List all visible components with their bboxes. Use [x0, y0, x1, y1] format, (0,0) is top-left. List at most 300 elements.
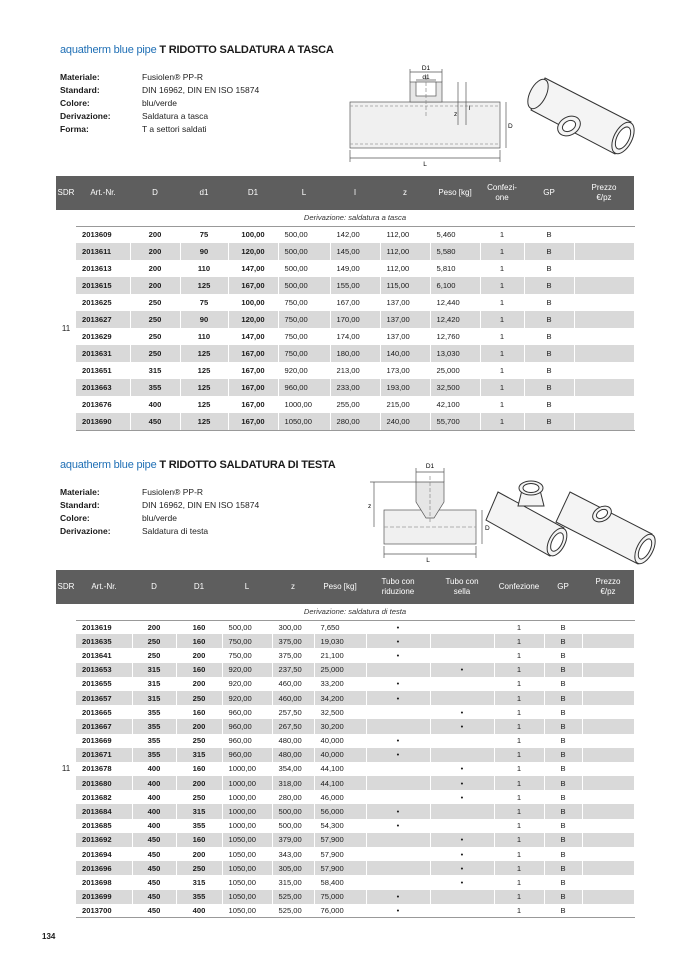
table-cell: B [524, 345, 574, 362]
section1-product-title: T RIDOTTO SALDATURA A TASCA [159, 44, 334, 56]
table-cell: 2013641 [76, 648, 132, 662]
dim2-z-label: z [368, 503, 372, 510]
table-cell: 2013684 [76, 804, 132, 818]
table-cell [430, 620, 494, 634]
table-cell [582, 776, 634, 790]
table-cell: 315 [132, 691, 176, 705]
table-row [56, 648, 634, 662]
table-row [56, 277, 634, 294]
table-cell: 460,00 [272, 677, 314, 691]
table-cell [574, 345, 634, 362]
table-row [56, 311, 634, 328]
column-header: Confezi- one [480, 176, 524, 210]
column-header: SDR [56, 570, 76, 604]
table-cell: 25,000 [430, 362, 480, 379]
table-cell: 6,100 [430, 277, 480, 294]
table-cell: 1000,00 [222, 804, 272, 818]
table-cell: 167,00 [228, 413, 278, 430]
table-cell [574, 311, 634, 328]
table-cell: 960,00 [222, 705, 272, 719]
table-cell: • [366, 904, 430, 918]
table-cell [582, 634, 634, 648]
table-cell: 125 [180, 345, 228, 362]
section1-technical-drawing [340, 58, 512, 168]
table-cell: B [544, 705, 582, 719]
table-cell: • [366, 648, 430, 662]
table-cell: 5,460 [430, 226, 480, 243]
table-cell: 1 [494, 663, 544, 677]
table-cell: 2013627 [76, 311, 130, 328]
table-cell: B [524, 243, 574, 260]
spec-label: Derivazione: [60, 111, 111, 121]
spec-label: Standard: [60, 85, 100, 95]
table-cell: 305,00 [272, 861, 314, 875]
table-cell: B [544, 904, 582, 918]
table-cell: B [544, 776, 582, 790]
table-cell: 58,400 [314, 875, 366, 889]
table-cell [582, 705, 634, 719]
table-cell: 1 [494, 861, 544, 875]
table-cell: 7,650 [314, 620, 366, 634]
column-header: D1 [228, 176, 278, 210]
table-cell [574, 362, 634, 379]
table-cell [430, 819, 494, 833]
table-cell: B [544, 691, 582, 705]
table-cell: 32,500 [430, 379, 480, 396]
table-row [56, 776, 634, 790]
section1-specs [60, 71, 259, 136]
table-cell: 1 [494, 719, 544, 733]
table-row [56, 226, 634, 243]
table-cell: 250 [176, 861, 222, 875]
table-cell: B [544, 875, 582, 889]
table-cell: B [524, 396, 574, 413]
table-cell [574, 277, 634, 294]
table-cell: • [366, 620, 430, 634]
spec-label: Colore: [60, 98, 90, 108]
table-cell: 174,00 [330, 328, 380, 345]
table-cell [574, 243, 634, 260]
table-cell: • [366, 819, 430, 833]
table-cell: 12,760 [430, 328, 480, 345]
table-cell: B [544, 677, 582, 691]
spec-value: blu/verde [142, 98, 177, 108]
table-cell: 2013653 [76, 663, 132, 677]
table-cell: 5,580 [430, 243, 480, 260]
table-cell: 2013657 [76, 691, 132, 705]
table-cell: 257,50 [272, 705, 314, 719]
table-cell: 137,00 [380, 294, 430, 311]
table-cell: 100,00 [228, 226, 278, 243]
table-cell [582, 648, 634, 662]
table-cell: 120,00 [228, 311, 278, 328]
table-cell: 1 [494, 833, 544, 847]
table-cell: 2013700 [76, 904, 132, 918]
spec-value: DIN 16962, DIN EN ISO 15874 [142, 85, 260, 95]
table-cell [582, 861, 634, 875]
table-cell: 250 [176, 790, 222, 804]
table-row [56, 620, 634, 634]
column-header: L [222, 570, 272, 604]
table-cell: B [544, 804, 582, 818]
table-cell: 2013698 [76, 875, 132, 889]
column-header: D [132, 570, 176, 604]
table-cell [366, 776, 430, 790]
table-cell: 1 [494, 776, 544, 790]
table-cell: 1 [494, 762, 544, 776]
dim2-L-label: L [426, 557, 430, 564]
table-cell: 137,00 [380, 311, 430, 328]
table-cell: 450 [132, 847, 176, 861]
column-header: D1 [176, 570, 222, 604]
table-cell: 2013680 [76, 776, 132, 790]
table-cell: 500,00 [272, 819, 314, 833]
table-cell: B [524, 328, 574, 345]
table-cell: 1 [494, 875, 544, 889]
table-cell: 12,420 [430, 311, 480, 328]
table-cell [582, 762, 634, 776]
section2-spec-row [60, 486, 259, 499]
section1-spec-row [60, 71, 259, 84]
table-cell: 42,100 [430, 396, 480, 413]
table-cell: 55,700 [430, 413, 480, 430]
section1-spec-row [60, 84, 259, 97]
table-row [56, 748, 634, 762]
spec-label: Colore: [60, 513, 90, 523]
table-cell: B [544, 663, 582, 677]
table-cell: 1050,00 [222, 833, 272, 847]
table-cell: 315 [132, 677, 176, 691]
table-cell [366, 875, 430, 889]
table-cell: • [366, 634, 430, 648]
table-cell: 1000,00 [222, 790, 272, 804]
table-cell: 355 [132, 734, 176, 748]
table-cell: 1 [494, 890, 544, 904]
sdr-cell: 11 [56, 226, 76, 430]
table-cell: 147,00 [228, 328, 278, 345]
table-cell: 140,00 [380, 345, 430, 362]
column-header: Prezzo €/pz [574, 176, 634, 210]
spec-value: blu/verde [142, 513, 177, 523]
table-cell: 46,000 [314, 790, 366, 804]
table-cell: B [544, 762, 582, 776]
column-header: Peso [kg] [430, 176, 480, 210]
table-cell: 375,00 [272, 648, 314, 662]
table-cell: 193,00 [380, 379, 430, 396]
column-header: Tubo con riduzione [366, 570, 430, 604]
table-cell: 1050,00 [222, 890, 272, 904]
table-cell: 2013609 [76, 226, 130, 243]
table-cell: 354,00 [272, 762, 314, 776]
table-cell: 110 [180, 328, 228, 345]
table-cell: 160 [176, 833, 222, 847]
column-header: Tubo con sella [430, 570, 494, 604]
table-cell [582, 904, 634, 918]
table-cell: 400 [132, 762, 176, 776]
table-cell: 355 [132, 748, 176, 762]
sdr-spacer [56, 604, 76, 620]
table-cell: 400 [132, 790, 176, 804]
table-cell: 233,00 [330, 379, 380, 396]
table-cell: B [544, 790, 582, 804]
table-cell: 125 [180, 413, 228, 430]
table-cell: 750,00 [278, 328, 330, 345]
table-cell [366, 762, 430, 776]
table-cell: 1 [494, 904, 544, 918]
table-cell: 56,000 [314, 804, 366, 818]
table-cell: 920,00 [278, 362, 330, 379]
table-cell [582, 833, 634, 847]
section2-specs [60, 486, 259, 538]
table-cell [582, 790, 634, 804]
table-cell: 19,030 [314, 634, 366, 648]
table-cell: 250 [176, 734, 222, 748]
table-cell: 315,00 [272, 875, 314, 889]
table-cell: 160 [176, 705, 222, 719]
column-header: GP [524, 176, 574, 210]
table-cell: 2013619 [76, 620, 132, 634]
table-cell: 90 [180, 243, 228, 260]
table-cell: 400 [132, 804, 176, 818]
table-cell: 1050,00 [278, 413, 330, 430]
table-cell [582, 719, 634, 733]
table-cell [574, 396, 634, 413]
table-cell: 115,00 [380, 277, 430, 294]
table-cell [574, 260, 634, 277]
table-row [56, 875, 634, 889]
table-cell: • [430, 719, 494, 733]
column-header: Art.-Nr. [76, 570, 132, 604]
table-row [56, 691, 634, 705]
table-cell: 480,00 [272, 748, 314, 762]
dim-d1-label: d1 [422, 74, 430, 81]
table-row [56, 734, 634, 748]
column-header: d1 [180, 176, 228, 210]
table-cell [582, 890, 634, 904]
section1-table [56, 176, 635, 431]
sdr-spacer [56, 210, 76, 226]
column-header: SDR [56, 176, 76, 210]
table-cell: 480,00 [272, 734, 314, 748]
table-cell: 300,00 [272, 620, 314, 634]
table-subheader: Derivazione: saldatura di testa [76, 604, 634, 620]
table-cell: • [430, 705, 494, 719]
section2-spec-row [60, 512, 259, 525]
table-cell: 54,300 [314, 819, 366, 833]
table-cell: 450 [132, 875, 176, 889]
table-cell: B [544, 734, 582, 748]
table-cell: B [544, 861, 582, 875]
column-header: l [330, 176, 380, 210]
spec-label: Derivazione: [60, 526, 111, 536]
table-cell: 200 [130, 243, 180, 260]
table-cell [582, 663, 634, 677]
section2-technical-drawing [362, 458, 492, 562]
table-cell [582, 748, 634, 762]
section2-product-render [490, 470, 660, 576]
table-cell: 2013655 [76, 677, 132, 691]
table-cell: 112,00 [380, 226, 430, 243]
table-cell: 30,200 [314, 719, 366, 733]
table-cell: • [366, 748, 430, 762]
table-cell: B [544, 890, 582, 904]
table-cell: 2013676 [76, 396, 130, 413]
table-cell: 200 [176, 719, 222, 733]
table-cell: 1 [494, 819, 544, 833]
table-cell: 1 [494, 734, 544, 748]
table-cell: B [524, 277, 574, 294]
table-cell: 1 [494, 847, 544, 861]
spec-value: Fusiolen® PP-R [142, 487, 204, 497]
section1-product-render [527, 64, 647, 160]
table-cell: 280,00 [272, 790, 314, 804]
table-cell: B [544, 748, 582, 762]
table-cell: 200 [130, 260, 180, 277]
table-cell: 379,00 [272, 833, 314, 847]
table-cell: 250 [176, 691, 222, 705]
table-cell: 2013699 [76, 890, 132, 904]
table-cell: 1 [480, 328, 524, 345]
section2-spec-row [60, 525, 259, 538]
table-cell: 315 [130, 362, 180, 379]
table-cell: 920,00 [222, 677, 272, 691]
table-cell: B [544, 833, 582, 847]
table-cell: 200 [130, 277, 180, 294]
table-cell: 500,00 [222, 620, 272, 634]
table-cell [574, 294, 634, 311]
dim-L-label: L [423, 161, 427, 168]
table-cell: 215,00 [380, 396, 430, 413]
table-cell: 125 [180, 379, 228, 396]
table-cell: B [524, 226, 574, 243]
table-cell: 200 [176, 847, 222, 861]
column-header: Art.-Nr. [76, 176, 130, 210]
table-cell: 250 [132, 648, 176, 662]
table-cell: 200 [176, 677, 222, 691]
table-cell: 5,810 [430, 260, 480, 277]
table-cell: 450 [132, 861, 176, 875]
table-cell: 2013671 [76, 748, 132, 762]
table-row [56, 790, 634, 804]
table-cell: 315 [176, 804, 222, 818]
table-cell: 76,000 [314, 904, 366, 918]
table-row [56, 362, 634, 379]
table-cell: 180,00 [330, 345, 380, 362]
table-cell: 400 [176, 904, 222, 918]
table-cell [582, 734, 634, 748]
table-cell: 1000,00 [222, 762, 272, 776]
table-cell: 920,00 [222, 663, 272, 677]
table-cell: 267,50 [272, 719, 314, 733]
table-row [56, 345, 634, 362]
table-cell: 315 [176, 875, 222, 889]
table-cell: 1 [480, 294, 524, 311]
table-cell: 2013685 [76, 819, 132, 833]
table-cell [366, 847, 430, 861]
table-cell: • [430, 663, 494, 677]
table-cell: 145,00 [330, 243, 380, 260]
table-cell: 355 [176, 819, 222, 833]
table-cell: 960,00 [222, 748, 272, 762]
table-cell: 250 [130, 311, 180, 328]
table-cell [582, 620, 634, 634]
table-cell: B [544, 819, 582, 833]
table-cell: 355 [176, 890, 222, 904]
table-cell [574, 379, 634, 396]
table-cell [366, 790, 430, 804]
table-cell: 1 [494, 634, 544, 648]
table-cell: 240,00 [380, 413, 430, 430]
dim2-D-label: D [485, 525, 490, 532]
section2-brand: aquatherm blue pipe [60, 459, 157, 471]
table-cell: 2013690 [76, 413, 130, 430]
table-cell: 525,00 [272, 890, 314, 904]
table-cell: 2013669 [76, 734, 132, 748]
table-cell: 40,000 [314, 734, 366, 748]
table-cell: 750,00 [278, 294, 330, 311]
table-cell: 1050,00 [222, 861, 272, 875]
spec-value: DIN 16962, DIN EN ISO 15874 [142, 500, 260, 510]
table-cell: 160 [176, 620, 222, 634]
table-cell: 2013625 [76, 294, 130, 311]
table-cell: 400 [132, 819, 176, 833]
table-cell: B [524, 311, 574, 328]
table-cell: 500,00 [278, 277, 330, 294]
table-cell: • [430, 833, 494, 847]
table-cell: 960,00 [222, 719, 272, 733]
table-cell: 1 [494, 677, 544, 691]
table-cell: 40,000 [314, 748, 366, 762]
section2-table [56, 570, 635, 918]
section1-title [60, 44, 334, 56]
table-cell [430, 804, 494, 818]
table-cell: 1050,00 [222, 904, 272, 918]
table-cell: B [544, 648, 582, 662]
table-cell: 112,00 [380, 243, 430, 260]
table-cell [582, 819, 634, 833]
table-row [56, 819, 634, 833]
column-header: Peso [kg] [314, 570, 366, 604]
table-row [56, 904, 634, 918]
table-cell: B [544, 634, 582, 648]
table-cell: B [524, 379, 574, 396]
table-cell: • [366, 691, 430, 705]
table-cell: 34,200 [314, 691, 366, 705]
table-cell: 75 [180, 294, 228, 311]
table-cell: 400 [130, 396, 180, 413]
table-row [56, 260, 634, 277]
table-cell: 125 [180, 396, 228, 413]
column-header: L [278, 176, 330, 210]
table-cell: B [524, 294, 574, 311]
table-cell: 33,200 [314, 677, 366, 691]
table-cell: B [524, 260, 574, 277]
dim-l-label: l [469, 105, 471, 112]
table-cell: 355 [132, 719, 176, 733]
table-cell: • [366, 734, 430, 748]
table-subheader: Derivazione: saldatura a tasca [76, 210, 634, 226]
table-cell: 120,00 [228, 243, 278, 260]
table-cell: 57,900 [314, 833, 366, 847]
dim-z-label: z [454, 111, 458, 118]
table-cell: 960,00 [278, 379, 330, 396]
table-row [56, 719, 634, 733]
table-cell [430, 648, 494, 662]
table-cell: 125 [180, 277, 228, 294]
table-subheader-row [56, 210, 634, 226]
table-cell [430, 904, 494, 918]
section2-title [60, 459, 335, 471]
